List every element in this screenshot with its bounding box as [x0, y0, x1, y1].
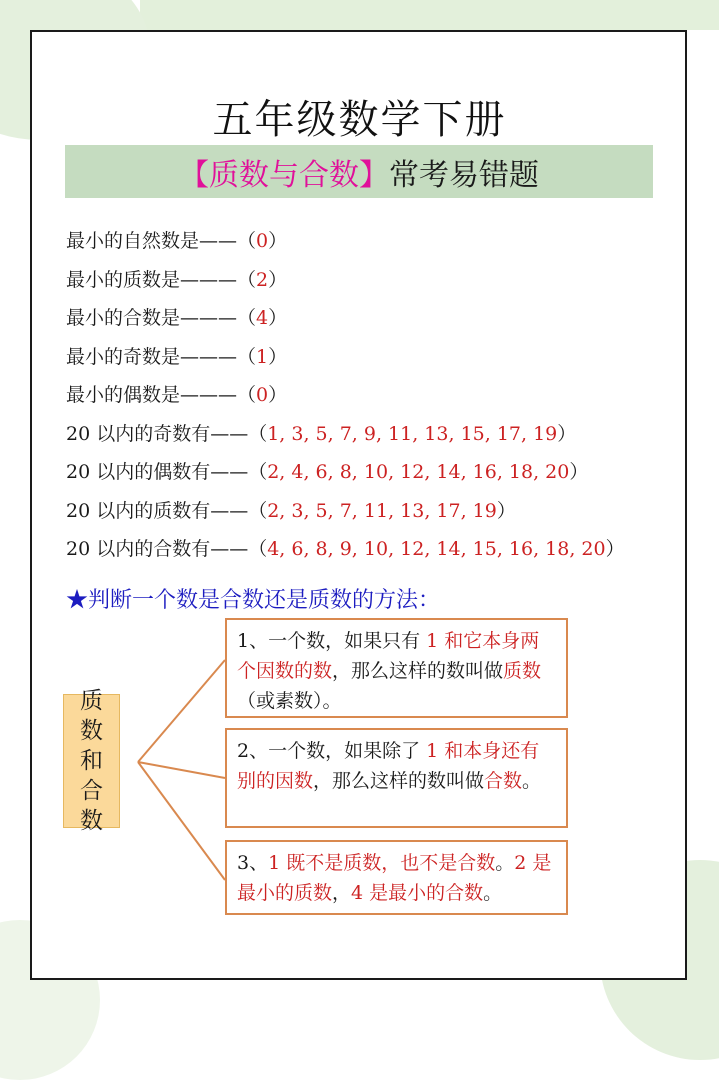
rule-highlight: 合数 — [484, 770, 523, 792]
category-label-char: 合 — [80, 778, 103, 804]
subtitle-topic: 【质数与合数】 — [179, 157, 389, 193]
fact-prefix: 最小的合数是———（ — [66, 307, 257, 329]
category-label-char: 和 — [80, 748, 103, 774]
fact-suffix: ） — [569, 461, 589, 483]
rule-highlight: 质数 — [503, 660, 542, 682]
fact-suffix: ） — [268, 268, 288, 291]
rule-text: 3、 — [237, 852, 269, 874]
rule-text: 1、一个数，如果只有 — [237, 630, 427, 652]
fact-answer: 4 — [256, 307, 269, 329]
fact-answer: 1 — [256, 345, 269, 368]
fact-answer: 2, 4, 6, 8, 10, 12, 14, 16, 18, 20 — [267, 461, 570, 483]
category-label-char: 数 — [80, 808, 103, 834]
fact-prefix: 最小的奇数是———（ — [66, 345, 257, 368]
connector-line-top — [138, 660, 225, 762]
rule-highlight: 1 和它本身两个因数的数 — [237, 630, 540, 682]
rule-box-one — [225, 840, 568, 915]
rule-text: ，那么这样的数叫做 — [313, 770, 485, 792]
rule-highlight: 1 和本身还有别的因数 — [237, 740, 540, 792]
fact-prefix: 最小的自然数是——（ — [66, 230, 257, 252]
fact-answer: 2 — [256, 268, 269, 291]
fact-prefix: 20 以内的偶数有——（ — [66, 461, 268, 483]
category-label-box — [63, 688, 120, 834]
fact-prefix: 最小的偶数是———（ — [66, 384, 257, 406]
rule-highlight: 1 既不是质数，也不是合数 — [268, 852, 496, 874]
rule-text: 。 — [495, 852, 515, 874]
fact-suffix: ） — [268, 345, 288, 368]
fact-answer: 0 — [256, 230, 269, 252]
fact-suffix: ） — [557, 422, 577, 445]
rule-box-composite — [225, 728, 568, 828]
rule-box-prime — [225, 618, 568, 718]
fact-suffix: ） — [268, 230, 288, 252]
fact-suffix: ） — [268, 384, 288, 406]
fact-suffix: ） — [605, 538, 625, 560]
page-title: 五年级数学下册 — [212, 97, 507, 143]
method-heading: ★判断一个数是合数还是质数的方法： — [66, 588, 441, 613]
rule-text: ， — [332, 882, 352, 904]
fact-answer: 1, 3, 5, 7, 9, 11, 13, 15, 17, 19 — [267, 422, 558, 445]
rule-text: 。 — [522, 770, 542, 792]
subtitle-rest: 常考易错题 — [389, 157, 539, 193]
rule-highlight: 2 是最小的质数 — [237, 852, 552, 904]
fact-answer: 2, 3, 5, 7, 11, 13, 17, 19 — [267, 499, 497, 522]
category-label-char: 数 — [80, 718, 103, 744]
rule-text: 2、一个数，如果除了 — [237, 740, 427, 762]
connector-line-bottom — [138, 762, 225, 880]
category-label-char: 质 — [80, 688, 103, 714]
rule-text: （或素数）。 — [237, 690, 342, 712]
fact-answer: 0 — [256, 384, 269, 406]
fact-prefix: 20 以内的质数有——（ — [66, 499, 268, 522]
rule-text: ，那么这样的数叫做 — [332, 660, 504, 682]
fact-prefix: 最小的质数是———（ — [66, 268, 257, 291]
connector-line-middle — [138, 762, 225, 778]
rule-highlight: 4 是最小的合数 — [351, 882, 484, 904]
fact-prefix: 20 以内的合数有——（ — [66, 538, 268, 560]
fact-prefix: 20 以内的奇数有——（ — [66, 422, 268, 445]
fact-answer: 4, 6, 8, 9, 10, 12, 14, 15, 16, 18, 20 — [267, 538, 606, 560]
fact-suffix: ） — [496, 499, 516, 522]
fact-suffix: ） — [268, 307, 288, 329]
rule-text: 。 — [483, 882, 503, 904]
